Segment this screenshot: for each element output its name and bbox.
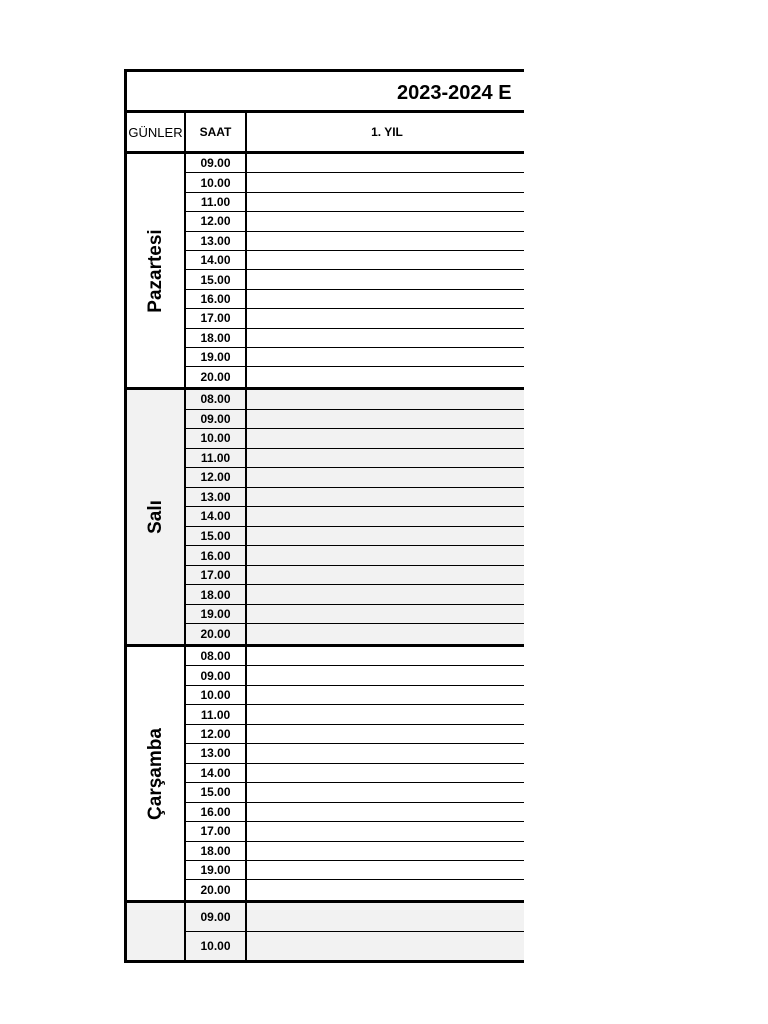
course-cell[interactable] <box>247 822 524 840</box>
course-cell[interactable] <box>247 329 524 347</box>
course-cell[interactable] <box>247 605 524 624</box>
time-cell: 14.00 <box>186 251 247 269</box>
time-cell: 18.00 <box>186 842 247 860</box>
time-cell: 18.00 <box>186 585 247 604</box>
time-row <box>186 527 524 547</box>
course-cell[interactable] <box>247 764 524 782</box>
day-block <box>124 154 524 390</box>
time-row <box>186 822 524 841</box>
time-row <box>186 488 524 508</box>
course-cell[interactable] <box>247 647 524 665</box>
time-cell: 18.00 <box>186 329 247 347</box>
day-label-cell <box>127 154 186 387</box>
day-block <box>124 647 524 903</box>
time-cell: 08.00 <box>186 390 247 409</box>
time-cell: 20.00 <box>186 624 247 644</box>
header-hour: SAAT <box>186 113 247 151</box>
time-row <box>186 410 524 430</box>
time-row <box>186 783 524 802</box>
course-cell[interactable] <box>247 488 524 507</box>
course-cell[interactable] <box>247 348 524 366</box>
course-cell[interactable] <box>247 309 524 327</box>
day-name: Pazartesi <box>144 228 166 313</box>
time-row <box>186 173 524 192</box>
time-cell: 19.00 <box>186 605 247 624</box>
time-cell: 10.00 <box>186 173 247 191</box>
course-cell[interactable] <box>247 270 524 288</box>
course-cell[interactable] <box>247 624 524 644</box>
course-cell[interactable] <box>247 173 524 191</box>
title-row <box>124 69 524 113</box>
course-cell[interactable] <box>247 903 524 931</box>
time-cell: 19.00 <box>186 861 247 879</box>
header-days: GÜNLER <box>127 113 186 151</box>
day-label-cell <box>127 903 186 960</box>
time-row <box>186 764 524 783</box>
time-row <box>186 270 524 289</box>
day-name: Salı <box>144 500 166 534</box>
time-cell: 10.00 <box>186 429 247 448</box>
time-rows <box>186 647 524 900</box>
course-cell[interactable] <box>247 193 524 211</box>
time-row <box>186 154 524 173</box>
time-cell: 13.00 <box>186 488 247 507</box>
header-row <box>124 113 524 154</box>
time-row <box>186 585 524 605</box>
course-cell[interactable] <box>247 154 524 172</box>
header-year-1: 1. YIL <box>371 125 403 139</box>
time-row <box>186 232 524 251</box>
course-cell[interactable] <box>247 566 524 585</box>
day-block <box>124 390 524 647</box>
time-cell: 11.00 <box>186 193 247 211</box>
time-row <box>186 546 524 566</box>
time-row <box>186 880 524 899</box>
time-cell: 16.00 <box>186 546 247 565</box>
course-cell[interactable] <box>247 585 524 604</box>
course-cell[interactable] <box>247 880 524 899</box>
time-cell: 14.00 <box>186 507 247 526</box>
time-row <box>186 251 524 270</box>
time-cell: 12.00 <box>186 468 247 487</box>
course-cell[interactable] <box>247 367 524 386</box>
schedule-title: 2023-2024 E <box>397 82 512 104</box>
course-cell[interactable] <box>247 705 524 723</box>
course-cell[interactable] <box>247 666 524 684</box>
time-cell: 16.00 <box>186 290 247 308</box>
course-cell[interactable] <box>247 725 524 743</box>
time-row <box>186 605 524 625</box>
course-cell[interactable] <box>247 449 524 468</box>
day-name: Çarşamba <box>144 727 166 820</box>
course-cell[interactable] <box>247 783 524 801</box>
time-row <box>186 348 524 367</box>
time-cell: 20.00 <box>186 367 247 386</box>
time-cell: 13.00 <box>186 744 247 762</box>
time-cell: 09.00 <box>186 410 247 429</box>
time-cell: 20.00 <box>186 880 247 899</box>
time-cell: 14.00 <box>186 764 247 782</box>
course-cell[interactable] <box>247 686 524 704</box>
course-cell[interactable] <box>247 861 524 879</box>
course-cell[interactable] <box>247 744 524 762</box>
time-rows <box>186 903 524 960</box>
time-row <box>186 329 524 348</box>
time-cell: 12.00 <box>186 725 247 743</box>
time-cell: 13.00 <box>186 232 247 250</box>
course-cell[interactable] <box>247 429 524 448</box>
course-cell[interactable] <box>247 251 524 269</box>
time-row <box>186 449 524 469</box>
time-row <box>186 290 524 309</box>
time-cell: 09.00 <box>186 666 247 684</box>
course-cell[interactable] <box>247 290 524 308</box>
course-cell[interactable] <box>247 212 524 230</box>
time-cell: 15.00 <box>186 270 247 288</box>
time-row <box>186 309 524 328</box>
time-row <box>186 212 524 231</box>
time-row <box>186 842 524 861</box>
course-cell[interactable] <box>247 546 524 565</box>
day-block <box>124 903 524 963</box>
time-row <box>186 686 524 705</box>
course-cell[interactable] <box>247 932 524 961</box>
time-row <box>186 744 524 763</box>
course-cell[interactable] <box>247 527 524 546</box>
time-cell: 11.00 <box>186 449 247 468</box>
time-row <box>186 390 524 410</box>
time-row <box>186 705 524 724</box>
time-row <box>186 193 524 212</box>
time-cell: 11.00 <box>186 705 247 723</box>
time-row <box>186 861 524 880</box>
time-row <box>186 666 524 685</box>
day-label-cell <box>127 647 186 900</box>
time-cell: 19.00 <box>186 348 247 366</box>
time-rows <box>186 390 524 644</box>
time-row <box>186 624 524 644</box>
time-row <box>186 903 524 932</box>
time-cell: 17.00 <box>186 566 247 585</box>
time-cell: 15.00 <box>186 527 247 546</box>
time-cell: 08.00 <box>186 647 247 665</box>
course-cell[interactable] <box>247 803 524 821</box>
time-row <box>186 725 524 744</box>
time-row <box>186 803 524 822</box>
time-cell: 10.00 <box>186 932 247 961</box>
time-row <box>186 932 524 961</box>
time-cell: 16.00 <box>186 803 247 821</box>
time-cell: 09.00 <box>186 903 247 931</box>
time-cell: 09.00 <box>186 154 247 172</box>
time-cell: 15.00 <box>186 783 247 801</box>
schedule-sheet <box>124 69 512 953</box>
time-cell: 17.00 <box>186 309 247 327</box>
course-cell[interactable] <box>247 410 524 429</box>
time-rows <box>186 154 524 387</box>
time-row <box>186 468 524 488</box>
time-cell: 10.00 <box>186 686 247 704</box>
time-cell: 12.00 <box>186 212 247 230</box>
time-row <box>186 367 524 386</box>
course-cell[interactable] <box>247 842 524 860</box>
day-label-cell <box>127 390 186 644</box>
course-cell[interactable] <box>247 507 524 526</box>
time-row <box>186 647 524 666</box>
time-cell: 17.00 <box>186 822 247 840</box>
course-cell[interactable] <box>247 468 524 487</box>
time-row <box>186 566 524 586</box>
course-cell[interactable] <box>247 232 524 250</box>
course-cell[interactable] <box>247 390 524 409</box>
time-row <box>186 429 524 449</box>
time-row <box>186 507 524 527</box>
